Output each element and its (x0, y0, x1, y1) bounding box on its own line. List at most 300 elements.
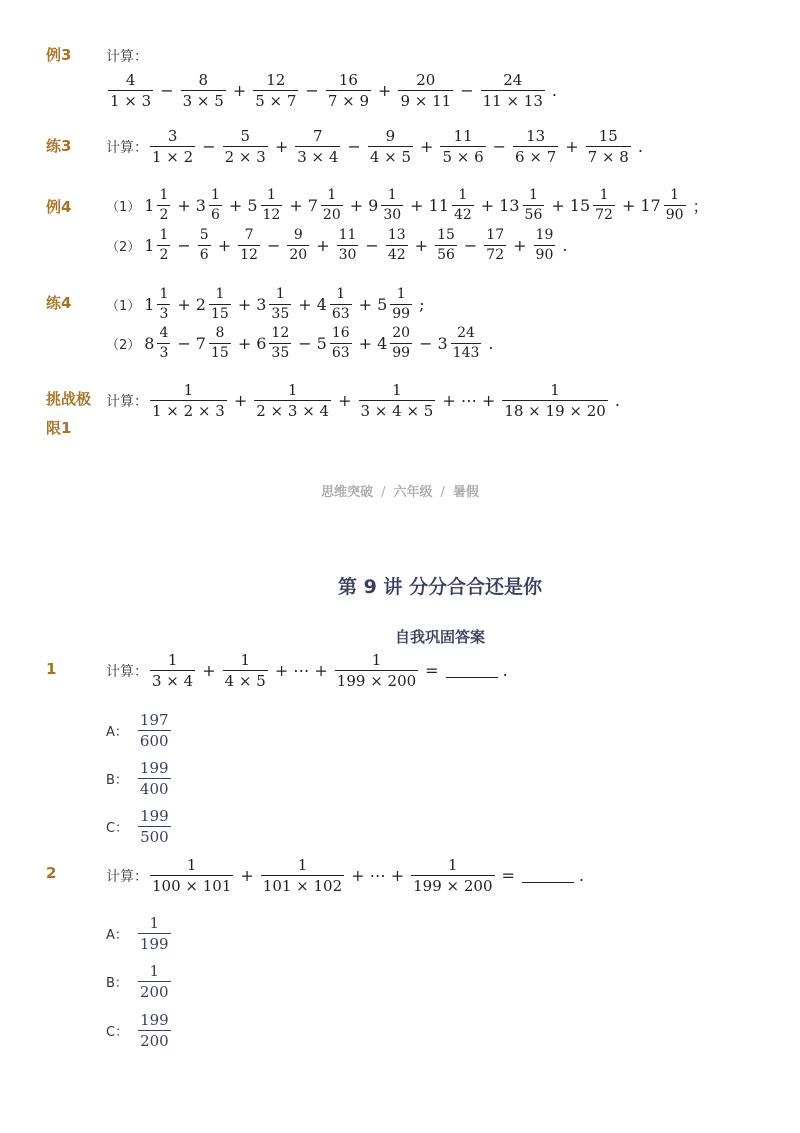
denominator: 3 × 4 (297, 148, 339, 166)
numerator: 5 (199, 227, 209, 243)
numerator: 1 (210, 187, 220, 203)
fraction (253, 72, 298, 109)
footer-separator: / (440, 485, 445, 500)
numerator: 7 (244, 227, 254, 243)
operator: + (177, 196, 191, 215)
denominator: 500 (140, 828, 169, 846)
numerator: 8 (215, 325, 225, 341)
numerator: 3 (167, 127, 178, 145)
numerator: 1 (159, 227, 169, 243)
whole-number: 4 (377, 334, 388, 353)
fraction (198, 228, 211, 263)
prompt-text: 计算： (106, 868, 148, 885)
part-tag: （1） (106, 200, 141, 215)
fraction (502, 382, 607, 419)
numerator: 1 (159, 286, 169, 302)
part-tag: （1） (106, 299, 141, 314)
denominator: 3 (159, 306, 169, 322)
operator: + (414, 236, 429, 255)
end-punctuation: . (562, 236, 568, 255)
expression-practice-4-part-2 (106, 326, 499, 361)
numerator: 7 (313, 127, 323, 145)
fraction (269, 287, 291, 322)
part-tag: （2） (106, 240, 141, 255)
operator: − (266, 236, 281, 255)
numerator: 1 (167, 651, 178, 669)
denominator: 6 × 7 (515, 148, 557, 166)
fraction (386, 228, 408, 263)
denominator: 6 (199, 247, 209, 263)
whole-number: 3 (437, 334, 448, 353)
operator: − (298, 334, 312, 353)
numerator: 1 (670, 187, 680, 203)
fraction (326, 72, 371, 109)
denominator: 4 × 5 (369, 148, 412, 166)
label-challenge-line-1: 挑战极 (46, 390, 92, 408)
fraction (664, 188, 686, 223)
operator: + (410, 196, 424, 215)
whole-number: 6 (256, 334, 267, 353)
prompt-text: 计算： (106, 663, 148, 680)
numerator: 1 (387, 187, 397, 203)
denominator: 56 (524, 207, 543, 223)
whole-number: 1 (144, 295, 155, 314)
denominator: 4 × 5 (224, 672, 266, 690)
denominator: 15 (210, 306, 229, 322)
operator: − (460, 81, 474, 100)
whole-number: 3 (195, 196, 206, 215)
operator: + (338, 391, 352, 410)
denominator: 2 (159, 207, 169, 223)
operator: + (233, 391, 248, 410)
fraction (254, 382, 331, 419)
prompt-example-3 (106, 46, 148, 66)
denominator: 2 (159, 247, 169, 263)
denominator: 99 (392, 306, 411, 322)
denominator: 30 (338, 247, 357, 263)
expression (148, 128, 648, 165)
section-title: 自我巩固答案 (394, 628, 485, 646)
operator: + (480, 196, 495, 215)
numerator: 4 (125, 71, 136, 89)
expression-practice-3 (106, 128, 648, 165)
fraction (390, 287, 412, 322)
operator: + (565, 137, 579, 156)
operator: + (289, 196, 303, 215)
fraction (335, 652, 418, 689)
fraction (411, 857, 494, 894)
answer-blank[interactable] (446, 663, 498, 678)
end-punctuation: . (578, 866, 585, 885)
operator: + (378, 81, 392, 100)
denominator: 1 × 2 (152, 148, 194, 166)
numerator: 1 (550, 381, 560, 399)
numerator: 5 (240, 127, 250, 145)
numerator: 11 (453, 127, 473, 145)
prompt-text: 计算： (106, 393, 148, 410)
operator: + ⋯ + (442, 391, 496, 410)
footer-item-grade: 六年级 (393, 485, 433, 500)
denominator: 42 (387, 247, 406, 263)
numerator: 9 (293, 227, 303, 243)
numerator: 13 (526, 127, 546, 145)
operator: − (492, 137, 507, 156)
numerator: 9 (385, 127, 396, 145)
numerator: 11 (338, 227, 357, 243)
denominator: 7 × 9 (327, 92, 370, 110)
denominator: 1 × 3 (110, 92, 152, 110)
numerator: 16 (338, 71, 358, 89)
question-2-choice-c[interactable] (106, 1012, 173, 1049)
denominator: 7 × 8 (587, 148, 629, 166)
end-punctuation: . (488, 334, 494, 353)
numerator: 199 (140, 1011, 169, 1029)
numerator: 1 (149, 914, 159, 932)
operator: + (217, 236, 232, 255)
numerator: 1 (599, 187, 609, 203)
fraction (337, 228, 359, 263)
numerator: 1 (183, 381, 194, 399)
expression (148, 382, 625, 419)
fraction (261, 188, 283, 223)
denominator: 5 × 7 (255, 92, 297, 110)
label-practice-3: 练3 (46, 137, 72, 155)
choice-letter: A： (106, 928, 128, 943)
operator: − (365, 236, 379, 255)
fraction (586, 128, 631, 165)
numerator: 13 (387, 227, 406, 243)
footer-item-book: 思维突破 (321, 485, 374, 500)
whole-number: 2 (195, 295, 206, 314)
numerator: 1 (275, 286, 285, 302)
label-challenge-line-2: 限1 (46, 419, 72, 437)
denominator: 199 (139, 935, 169, 953)
operator: + (551, 196, 565, 215)
denominator: 101 × 102 (262, 877, 343, 895)
equals-sign: = (425, 661, 439, 680)
footer-separator: / (381, 485, 386, 500)
denominator: 72 (595, 207, 613, 223)
numerator: 1 (336, 286, 346, 302)
operator: + (358, 295, 373, 314)
numerator: 24 (503, 71, 523, 89)
numerator: 1 (448, 856, 458, 874)
question-2-expression (106, 857, 589, 894)
fraction (359, 382, 436, 419)
part-tag: （2） (106, 338, 141, 353)
operator: + (298, 295, 312, 314)
fraction (157, 188, 170, 223)
fraction (330, 326, 352, 361)
numerator: 20 (416, 71, 436, 89)
fraction (138, 963, 171, 1000)
end-punctuation: . (614, 391, 620, 410)
fraction (484, 228, 506, 263)
denominator: 143 (452, 345, 480, 361)
fraction (440, 128, 485, 165)
fraction (390, 326, 412, 361)
denominator: 20 (289, 247, 308, 263)
question-2-choice-a[interactable] (106, 915, 173, 952)
numerator: 1 (327, 187, 337, 203)
fraction (435, 228, 457, 263)
end-punctuation: . (551, 81, 557, 100)
fraction (451, 326, 482, 361)
question-1-expression (106, 652, 513, 689)
question-1-choice-b[interactable] (106, 760, 173, 797)
denominator: 400 (139, 780, 169, 798)
fraction (452, 188, 474, 223)
expression-challenge-1 (106, 382, 625, 419)
whole-number: 13 (499, 196, 520, 215)
numerator: 1 (458, 187, 468, 203)
numerator: 197 (139, 711, 169, 729)
operator: + (513, 236, 527, 255)
numerator: 16 (331, 325, 350, 341)
denominator: 72 (486, 247, 505, 263)
label-practice-4: 练4 (46, 294, 72, 312)
operator: + (232, 81, 247, 100)
denominator: 3 × 4 (152, 672, 194, 690)
numerator: 1 (287, 381, 298, 399)
end-punctuation: ； (692, 197, 709, 216)
denominator: 63 (331, 345, 350, 361)
lecture-title: 第 9 讲 分分合合还是你 (337, 576, 543, 598)
numerator: 1 (297, 856, 308, 874)
fraction (223, 652, 268, 689)
denominator: 30 (383, 207, 402, 223)
label-challenge-1 (46, 385, 106, 443)
choice-letter: B： (106, 773, 128, 788)
label-example-4: 例4 (46, 198, 72, 216)
question-1-choice-c[interactable] (106, 808, 173, 845)
whole-number: 8 (144, 334, 155, 353)
denominator: 600 (139, 732, 169, 750)
whole-number: 4 (316, 295, 327, 314)
operator: + (621, 196, 636, 215)
whole-number: 7 (307, 196, 318, 215)
operator: + (237, 295, 252, 314)
denominator: 3 × 4 × 5 (360, 402, 434, 420)
fraction (321, 188, 343, 223)
denominator: 100 × 101 (152, 877, 232, 895)
operator: − (202, 137, 216, 156)
fraction (150, 128, 195, 165)
fraction (138, 808, 171, 845)
denominator: 90 (665, 207, 684, 223)
numerator: 1 (371, 651, 382, 669)
numerator: 8 (198, 71, 208, 89)
denominator: 15 (210, 345, 229, 361)
prompt-text: 计算： (106, 139, 148, 156)
whole-number: 1 (144, 196, 155, 215)
denominator: 2 × 3 (224, 148, 266, 166)
end-punctuation: . (637, 137, 643, 156)
operator: − (177, 334, 191, 353)
fraction (261, 857, 344, 894)
numerator: 19 (535, 227, 554, 243)
choice-letter: A： (106, 725, 128, 740)
denominator: 200 (139, 983, 169, 1001)
operator: + (349, 196, 364, 215)
numerator: 15 (437, 227, 455, 243)
numerator: 1 (159, 187, 169, 203)
fraction (330, 287, 352, 322)
denominator: 199 × 200 (336, 672, 417, 690)
choice-letter: B： (106, 976, 128, 991)
numerator: 12 (266, 71, 286, 89)
fraction (138, 915, 171, 952)
operator: − (419, 334, 433, 353)
fraction (157, 228, 170, 263)
numerator: 20 (392, 325, 411, 341)
fraction (398, 72, 453, 109)
denominator: 3 × 5 (182, 92, 224, 110)
numerator: 12 (271, 325, 290, 341)
fraction (534, 228, 556, 263)
operator: + (274, 137, 289, 156)
numerator: 17 (486, 227, 505, 243)
whole-number: 11 (428, 196, 449, 215)
denominator: 42 (453, 207, 472, 223)
numerator: 1 (392, 381, 402, 399)
fraction (593, 188, 615, 223)
operator: − (177, 236, 191, 255)
end-punctuation: ; (419, 295, 425, 314)
whole-number: 1 (144, 236, 155, 255)
choice-letter: C： (106, 821, 129, 836)
fraction (157, 287, 170, 322)
numerator: 199 (139, 759, 169, 777)
whole-number: 15 (569, 196, 591, 215)
whole-number: 3 (256, 295, 267, 314)
numerator: 1 (266, 187, 276, 203)
question-1-choice-a[interactable] (106, 712, 173, 749)
fraction (209, 287, 231, 322)
fraction (138, 1012, 171, 1049)
fraction (157, 326, 170, 361)
fraction (223, 128, 268, 165)
denominator: 63 (331, 306, 350, 322)
fraction (513, 128, 558, 165)
denominator: 200 (140, 1032, 169, 1050)
operator: + ⋯ + (351, 866, 405, 885)
fraction (209, 188, 222, 223)
equals-sign: = (501, 866, 515, 885)
expression-example-4-part-2 (106, 228, 572, 263)
denominator: 1 × 2 × 3 (152, 402, 225, 420)
fraction (138, 760, 171, 797)
answer-blank[interactable] (522, 868, 574, 883)
denominator: 90 (535, 247, 554, 263)
denominator: 5 × 6 (442, 148, 484, 166)
whole-number: 7 (195, 334, 206, 353)
page-footer (0, 481, 800, 500)
fraction (108, 72, 153, 109)
denominator: 35 (271, 306, 290, 322)
operator: − (347, 137, 361, 156)
fraction (368, 128, 413, 165)
whole-number: 5 (247, 196, 258, 215)
expression-example-4-part-1 (106, 188, 714, 223)
numerator: 1 (149, 962, 160, 980)
denominator: 6 (210, 207, 220, 223)
numerator: 4 (159, 325, 169, 341)
numerator: 1 (186, 856, 197, 874)
fraction (295, 128, 340, 165)
footer-item-term: 暑假 (452, 485, 479, 500)
whole-number: 9 (368, 196, 379, 215)
fraction (181, 72, 226, 109)
operator: − (305, 81, 319, 100)
denominator: 35 (271, 345, 290, 361)
operator: + (228, 196, 243, 215)
operator: + ⋯ + (274, 661, 328, 680)
whole-number: 5 (316, 334, 327, 353)
operator: + (202, 661, 216, 680)
denominator: 199 × 200 (413, 877, 493, 895)
fraction (287, 228, 309, 263)
whole-number: 17 (640, 196, 661, 215)
fraction (150, 857, 233, 894)
fraction (209, 326, 231, 361)
fraction (381, 188, 403, 223)
question-number-1: 1 (46, 660, 57, 678)
fraction (150, 382, 227, 419)
prompt-text: 计算： (106, 49, 148, 65)
numerator: 1 (528, 187, 538, 203)
expression-example-3 (106, 72, 562, 109)
numerator: 1 (215, 286, 225, 302)
fraction (150, 652, 195, 689)
operator: − (463, 236, 478, 255)
operator: + (316, 236, 330, 255)
operator: + (237, 334, 252, 353)
fraction (138, 712, 171, 749)
denominator: 9 × 11 (400, 92, 452, 110)
fraction (238, 228, 260, 263)
numerator: 1 (240, 651, 250, 669)
operator: + (177, 295, 191, 314)
numerator: 15 (598, 127, 618, 145)
operator: + (240, 866, 254, 885)
denominator: 12 (240, 247, 258, 263)
denominator: 11 × 13 (482, 92, 543, 110)
numerator: 1 (396, 286, 406, 302)
denominator: 20 (322, 207, 341, 223)
fraction (269, 326, 291, 361)
operator: − (160, 81, 174, 100)
expression-practice-4-part-1 (106, 287, 429, 322)
operator: + (358, 334, 373, 353)
denominator: 3 (159, 345, 169, 361)
choice-letter: C： (106, 1025, 129, 1040)
whole-number: 5 (377, 295, 388, 314)
operator: + (420, 137, 434, 156)
denominator: 99 (392, 345, 411, 361)
denominator: 56 (437, 247, 455, 263)
fraction (481, 72, 545, 109)
denominator: 18 × 19 × 20 (504, 402, 606, 420)
question-number-2: 2 (46, 864, 57, 882)
numerator: 199 (140, 807, 169, 825)
question-2-choice-b[interactable] (106, 963, 173, 1000)
denominator: 2 × 3 × 4 (256, 402, 330, 420)
fraction (523, 188, 545, 223)
numerator: 24 (457, 325, 475, 341)
label-example-3: 例3 (46, 46, 72, 64)
end-punctuation: . (502, 661, 508, 680)
